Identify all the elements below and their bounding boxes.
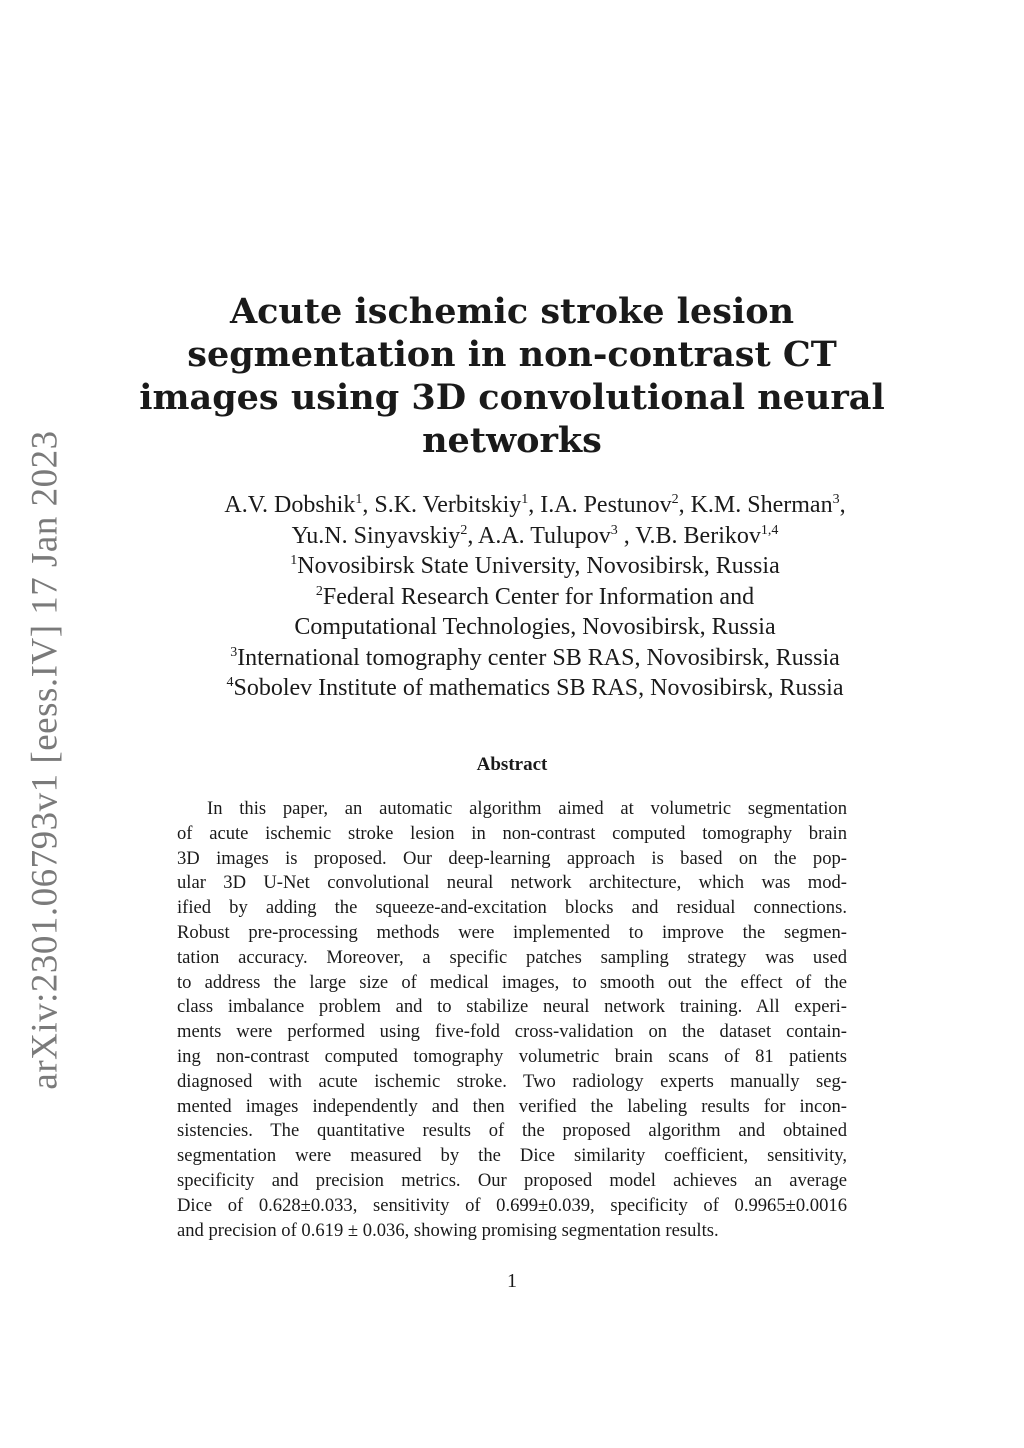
author-affiliation-mark: 1,4 xyxy=(760,522,779,538)
affiliation-mark: 4 xyxy=(226,675,234,690)
affiliation-line xyxy=(140,643,930,674)
affiliation-mark: 2 xyxy=(315,583,323,599)
author-affiliation-mark: 2 xyxy=(460,522,468,538)
abstract-line: ular 3D U-Net convolutional neural network architecture, which was mod- xyxy=(177,872,847,894)
affiliation-mark: 3 xyxy=(230,644,238,660)
author-affiliation-mark: 3 xyxy=(610,522,618,538)
abstract-line: and precision of 0.619 ± 0.036, showing promising segmentation results. xyxy=(177,1219,719,1241)
abstract-line: to address the large size of medical images, to smooth out the effect of the xyxy=(177,971,847,993)
abstract-line: sistencies. The quantitative results of the proposed algorithm and obtained xyxy=(177,1120,847,1142)
abstract-line: ing non-contrast computed tomography volumetric brain scans of 81 patients xyxy=(177,1045,847,1067)
affiliation-text: Novosibirsk State University, Novosibirsk, Russia xyxy=(297,553,780,579)
affiliation-text: Federal Research Center for Information and xyxy=(322,583,755,610)
abstract-line: ments were performed using five-fold cross-validation on the dataset contain- xyxy=(177,1021,847,1043)
author-separator: , xyxy=(678,492,691,518)
title-line: networks xyxy=(422,420,602,461)
author-affiliation-mark: 2 xyxy=(671,492,679,507)
author-name: A.A. Tulupov xyxy=(478,522,611,549)
affiliation-line xyxy=(140,612,930,643)
abstract-line: Dice of 0.628±0.033, sensitivity of 0.699±0.039, specificity of 0.9965±0.0016 xyxy=(177,1194,847,1216)
abstract-line: specificity and precision metrics. Our proposed model achieves an average xyxy=(177,1169,847,1191)
title-line: Acute ischemic stroke lesion xyxy=(229,291,795,332)
author-separator: , xyxy=(617,522,636,549)
abstract-line: segmentation were measured by the Dice similarity coefficient, sensitivity, xyxy=(177,1145,847,1167)
author-name: S.K. Verbitskiy xyxy=(374,492,522,518)
abstract-line: tation accuracy. Moreover, a specific patches sampling strategy was used xyxy=(177,946,847,968)
affiliation-line xyxy=(140,551,930,582)
title-line: segmentation in non-contrast CT xyxy=(187,334,837,375)
author-affiliation-mark: 1 xyxy=(521,492,529,507)
author-name: I.A. Pestunov xyxy=(540,492,672,518)
author-line xyxy=(140,521,930,552)
abstract-line: mented images independently and then verified the labeling results for incon- xyxy=(177,1095,847,1117)
abstract-line: diagnosed with acute ischemic stroke. Two radiology experts manually seg- xyxy=(177,1070,847,1092)
page-number: 1 xyxy=(507,1270,517,1292)
author-name: Yu.N. Sinyavskiy xyxy=(291,522,461,549)
paper-title xyxy=(130,290,894,462)
abstract-line: ified by adding the squeeze-and-excitation blocks and residual connections. xyxy=(177,897,847,919)
author-separator: , xyxy=(839,492,846,518)
abstract-heading: Abstract xyxy=(476,754,548,775)
author-affiliation-mark: 1 xyxy=(355,492,363,507)
abstract-line: 3D images is proposed. Our deep-learning approach is based on the pop- xyxy=(177,847,847,869)
abstract-line: Robust pre-processing methods were implemented to improve the segmen- xyxy=(177,921,847,943)
affiliation-line xyxy=(140,673,930,704)
author-name: A.V. Dobshik xyxy=(224,492,356,518)
affiliation-text: Computational Technologies, Novosibirsk, Russia xyxy=(294,614,776,640)
affiliation-line xyxy=(140,582,930,613)
affiliation-text: Sobolev Institute of mathematics SB RAS, Novosibirsk, Russia xyxy=(233,675,844,701)
author-affiliation-mark: 3 xyxy=(832,492,840,507)
author-separator: , xyxy=(362,492,375,518)
arxiv-identifier-stamp: arXiv:2301.06793v1 [eess.IV] 17 Jan 2023 xyxy=(24,430,66,1090)
author-separator: , xyxy=(528,492,541,518)
author-name: V.B. Berikov xyxy=(635,522,761,549)
title-line: images using 3D convolutional neural xyxy=(139,377,885,418)
author-name: K.M. Sherman xyxy=(690,492,833,518)
author-block xyxy=(140,490,930,704)
abstract-line: class imbalance problem and to stabilize neural network training. All experi- xyxy=(177,996,847,1018)
abstract-line: In this paper, an automatic algorithm aimed at volumetric segmentation xyxy=(207,798,847,819)
abstract-body xyxy=(177,797,847,1243)
author-separator: , xyxy=(467,522,478,549)
abstract-line: of acute ischemic stroke lesion in non-contrast computed tomography brain xyxy=(177,822,847,844)
author-line xyxy=(140,490,930,521)
affiliation-text: International tomography center SB RAS, Novosibirsk, Russia xyxy=(237,644,840,671)
affiliation-mark: 1 xyxy=(290,553,298,568)
